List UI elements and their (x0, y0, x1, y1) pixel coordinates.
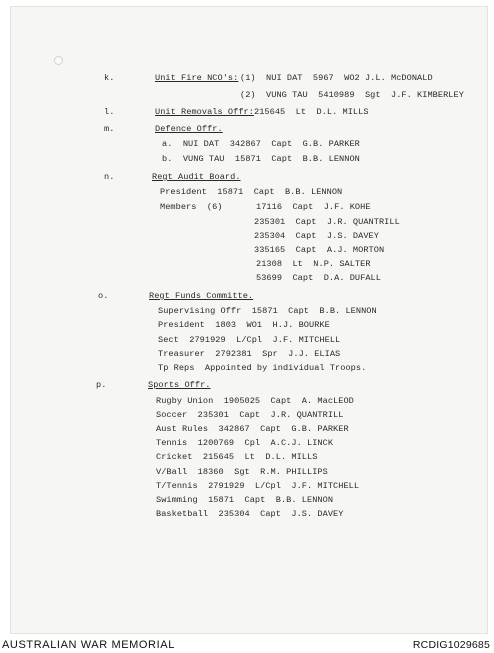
sports-offr-line: Swimming 15871 Capt B.B. LENNON (156, 495, 334, 505)
section-marker-o: o. (98, 291, 109, 301)
heading-sports-offr: Sports Offr. (148, 380, 211, 390)
heading-defence-offr: Defence Offr. (155, 124, 223, 134)
audit-board-member: 235304 Capt J.S. DAVEY (254, 231, 379, 241)
audit-board-member: 21308 Lt N.P. SALTER (256, 259, 371, 269)
funds-committe-line: Tp Reps Appointed by individual Troops. (158, 363, 367, 373)
punch-hole (54, 56, 63, 65)
sports-offr-line: Tennis 1200769 Cpl A.C.J. LINCK (156, 438, 334, 448)
heading-unit-fire-ncos: Unit Fire NCO's: (155, 73, 239, 83)
archive-footer (0, 636, 494, 653)
removals-offr-detail: 215645 Lt D.L. MILLS (254, 107, 369, 117)
section-marker-p: p. (96, 380, 107, 390)
heading-unit-removals-offr: Unit Removals Offr: (155, 107, 254, 117)
funds-committe-line: President 1803 WO1 H.J. BOURKE (158, 320, 330, 330)
sports-offr-line: Rugby Union 1905025 Capt A. MacLEOD (156, 396, 354, 406)
sports-offr-line: Aust Rules 342867 Capt G.B. PARKER (156, 424, 349, 434)
section-marker-n: n. (104, 172, 115, 182)
fire-nco-line-2: (2) VUNG TAU 5410989 Sgt J.F. KIMBERLEY (240, 90, 464, 100)
funds-committe-line: Sect 2791929 L/Cpl J.F. MITCHELL (158, 335, 341, 345)
sports-offr-line: Cricket 215645 Lt D.L. MILLS (156, 452, 318, 462)
footer-record-id: RCDIG1029685 (412, 639, 490, 651)
footer-institution: AUSTRALIAN WAR MEMORIAL (2, 639, 175, 651)
heading-regt-funds-committe: Regt Funds Committe. (149, 291, 254, 301)
sports-offr-line: Basketball 235304 Capt J.S. DAVEY (156, 509, 344, 519)
funds-committe-line: Treasurer 2792381 Spr J.J. ELIAS (158, 349, 341, 359)
audit-board-member: 17116 Capt J.F. KOHE (256, 202, 371, 212)
defence-item-a: a. NUI DAT 342867 Capt G.B. PARKER (162, 139, 360, 149)
audit-board-member: 335165 Capt A.J. MORTON (254, 245, 385, 255)
audit-board-president: President 15871 Capt B.B. LENNON (160, 187, 343, 197)
audit-board-members-label: Members (6) (160, 202, 223, 212)
funds-committe-line: Supervising Offr 15871 Capt B.B. LENNON (158, 306, 377, 316)
sports-offr-line: Soccer 235301 Capt J.R. QUANTRILL (156, 410, 344, 420)
sports-offr-line: T/Tennis 2791929 L/Cpl J.F. MITCHELL (156, 481, 360, 491)
section-marker-k: k. (104, 73, 115, 83)
section-marker-m: m. (104, 124, 115, 134)
defence-item-b: b. VUNG TAU 15871 Capt B.B. LENNON (162, 154, 360, 164)
heading-regt-audit-board: Regt Audit Board. (152, 172, 241, 182)
section-marker-l: l. (104, 107, 115, 117)
sports-offr-line: V/Ball 18360 Sgt R.M. PHILLIPS (156, 467, 328, 477)
audit-board-member: 235301 Capt J.R. QUANTRILL (254, 217, 400, 227)
audit-board-member: 53699 Capt D.A. DUFALL (256, 273, 381, 283)
fire-nco-line-1: (1) NUI DAT 5967 WO2 J.L. McDONALD (240, 73, 433, 83)
